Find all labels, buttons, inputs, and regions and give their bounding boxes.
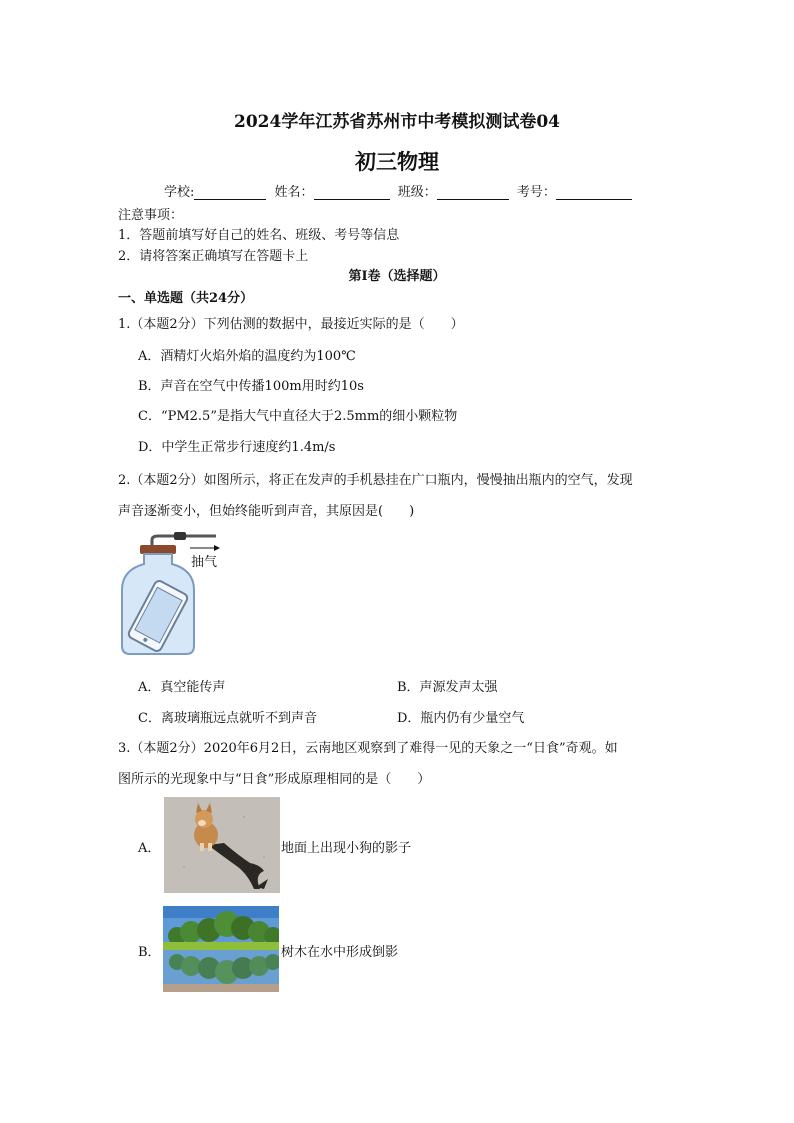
note-item-2: 2．请将答案正确填写在答题卡上 — [118, 249, 309, 264]
dog-shadow-photo — [164, 797, 280, 893]
section-title: 一、单选题（共24分） — [118, 291, 254, 306]
q1-option-b[interactable]: B．声音在空气中传播100m用时约10s — [138, 379, 364, 394]
grass-bank — [163, 942, 279, 950]
q1-option-c[interactable]: C．“PM2.5”是指大气中直径大于2.5mm的细小颗粒物 — [138, 409, 458, 424]
q3-option-b-letter[interactable]: B． — [138, 945, 161, 960]
volume-title: 第I卷（选择题） — [348, 269, 446, 284]
exam-no-label: 考号： — [516, 185, 556, 200]
name-label: 姓名： — [274, 185, 314, 200]
air-pump-label: 抽气 — [191, 555, 218, 570]
note-item-1: 1．答题前填写好自己的姓名、班级、考号等信息 — [118, 228, 400, 243]
bottle-stopper — [140, 545, 176, 554]
exam-title: 2024学年江苏省苏州市中考模拟测试卷04 — [234, 112, 560, 132]
exam-subject: 初三物理 — [355, 150, 439, 174]
school-label: 学校: — [164, 185, 195, 200]
q3-option-a-text[interactable]: 地面上出现小狗的影子 — [281, 841, 412, 856]
q3-stem-line1: 3.（本题2分）2020年6月2日，云南地区观察到了难得一见的天象之一“日食”奇观。如 — [118, 741, 618, 756]
q2-option-c[interactable]: C．离玻璃瓶远点就听不到声音 — [138, 711, 317, 726]
q1-option-a[interactable]: A．酒精灯火焰外焰的温度约为100℃ — [138, 349, 356, 364]
q3-stem-line2: 图所示的光现象中与“日食”形成原理相同的是（ ） — [118, 772, 431, 787]
exam-no-blank[interactable] — [556, 185, 632, 200]
q2-option-d[interactable]: D．瓶内仍有少量空气 — [397, 711, 525, 726]
tree-reflection-photo — [163, 906, 279, 992]
q3-option-a-letter[interactable]: A． — [138, 841, 161, 856]
tube-valve — [174, 532, 186, 540]
q2-option-b[interactable]: B．声源发声太强 — [397, 680, 498, 695]
student-info-row — [164, 181, 636, 200]
q2-option-a[interactable]: A．真空能传声 — [138, 680, 226, 695]
name-blank[interactable] — [314, 185, 390, 200]
q1-stem: 1.（本题2分）下列估测的数据中，最接近实际的是（ ） — [118, 317, 464, 332]
q2-stem-line2: 声音逐渐变小，但始终能听到声音，其原因是( ) — [118, 504, 415, 519]
q1-option-d[interactable]: D．中学生正常步行速度约1.4m/s — [138, 440, 336, 455]
class-label: 班级： — [397, 185, 437, 200]
bell-jar-phone-figure — [118, 528, 228, 660]
q2-stem-line1: 2.（本题2分）如图所示，将正在发声的手机悬挂在广口瓶内，慢慢抽出瓶内的空气，发现 — [118, 473, 633, 488]
notes-heading: 注意事项： — [118, 208, 184, 223]
q3-option-b-text[interactable]: 树木在水中形成倒影 — [281, 945, 399, 960]
school-blank[interactable] — [194, 185, 266, 200]
class-blank[interactable] — [437, 185, 509, 200]
